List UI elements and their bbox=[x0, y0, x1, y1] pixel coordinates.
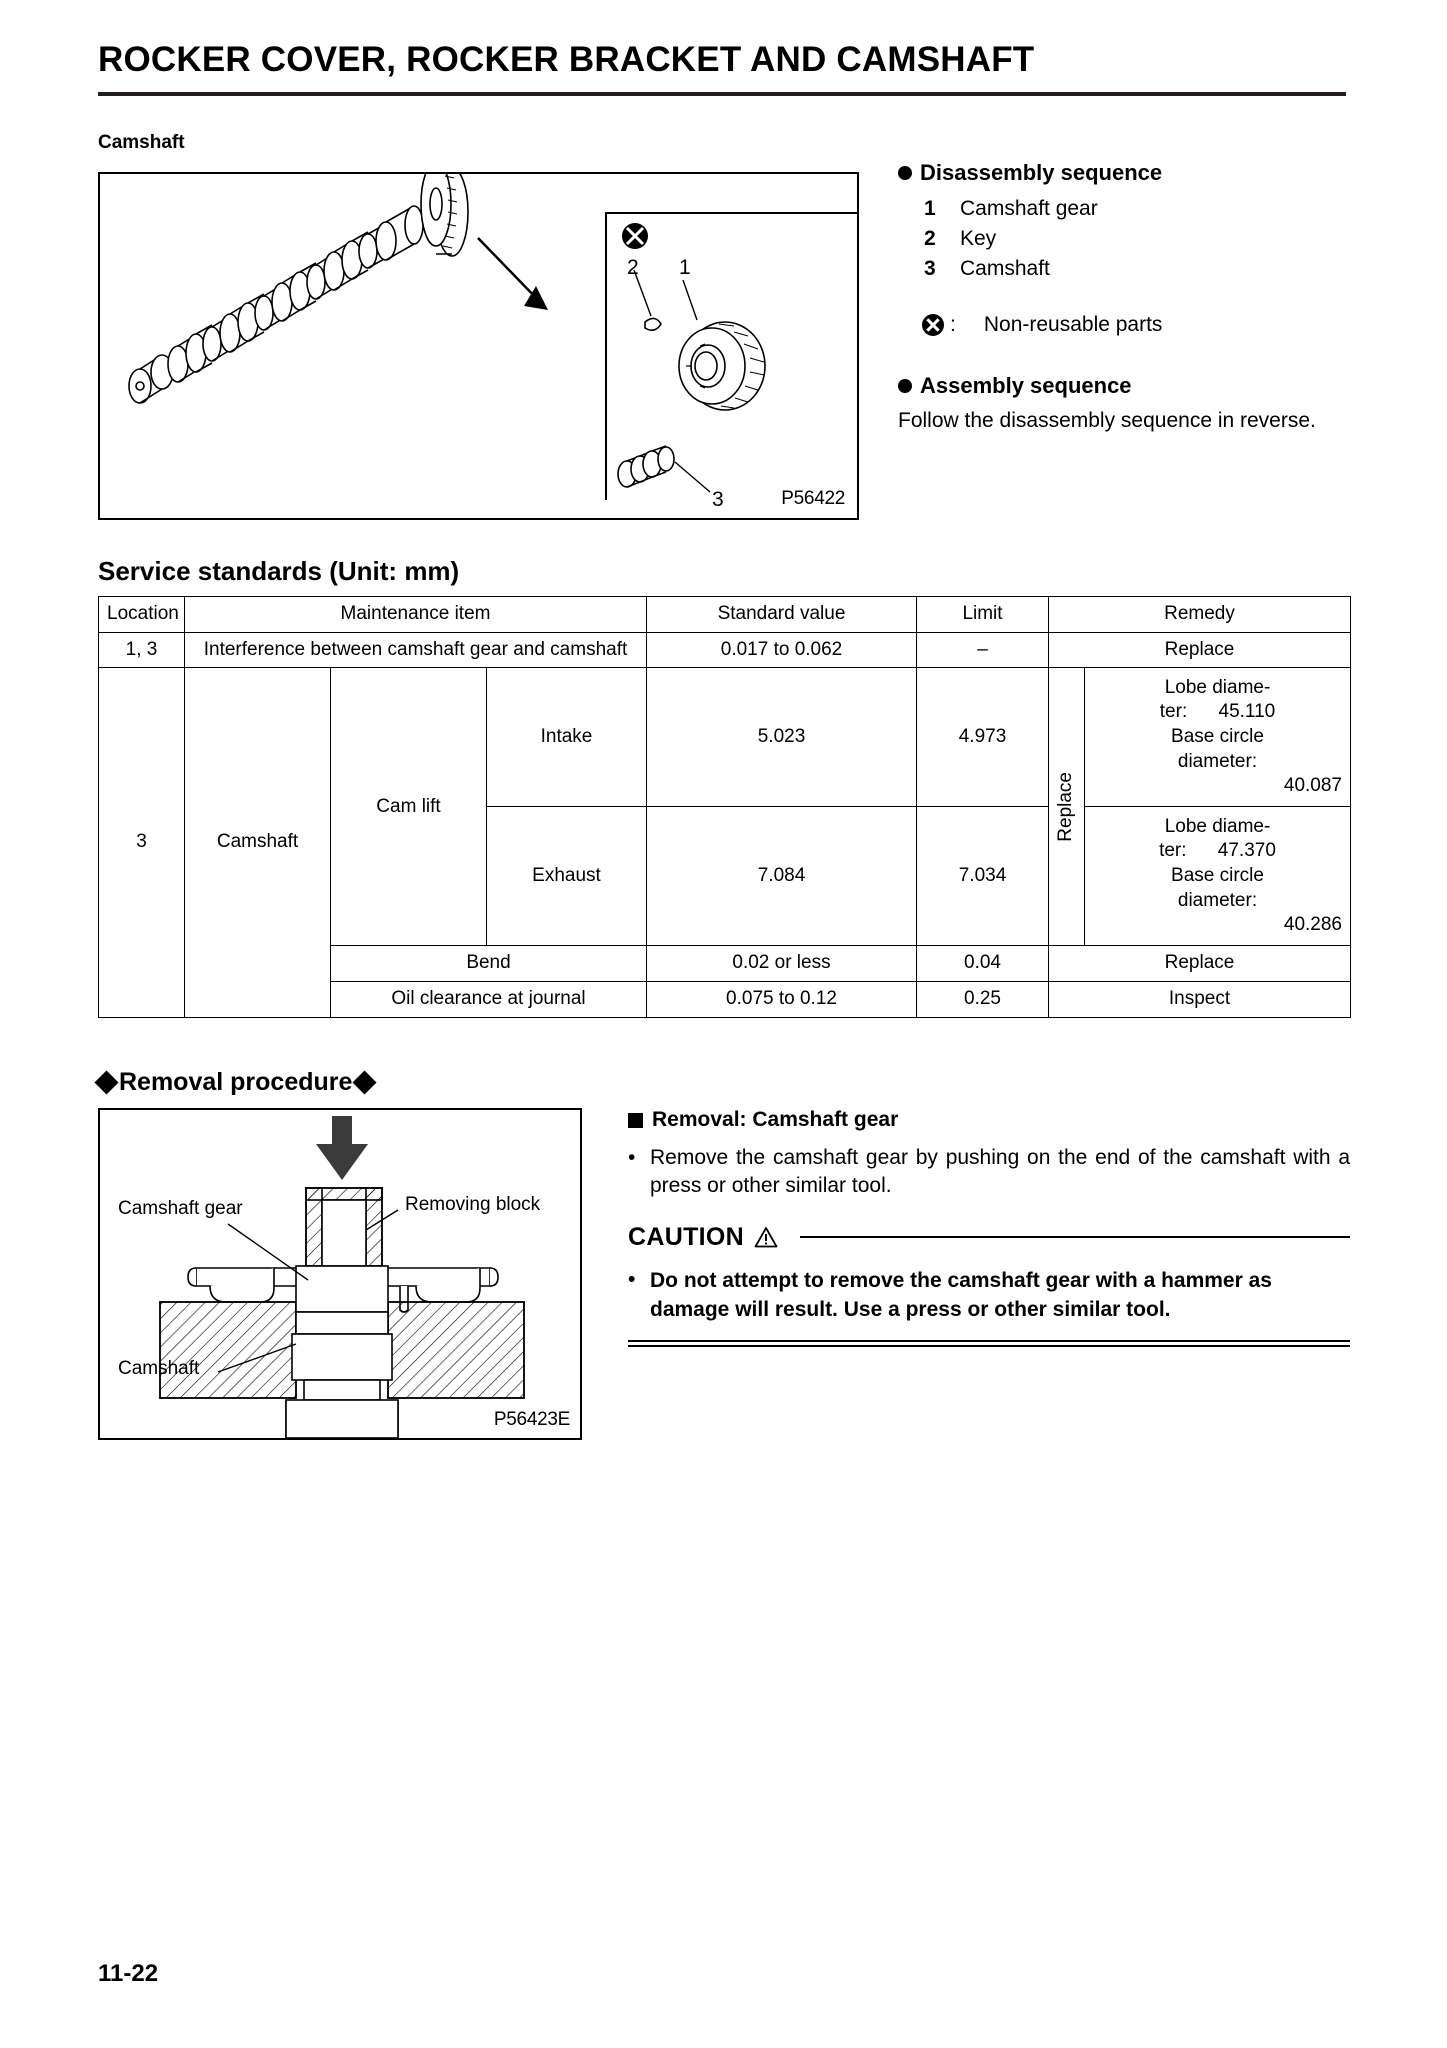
caution-header bbox=[628, 1223, 1350, 1252]
non-reusable-legend bbox=[922, 313, 1350, 337]
assembly-heading-label: Assembly sequence bbox=[920, 372, 1132, 398]
item-number: 2 bbox=[924, 226, 936, 250]
caution-item bbox=[628, 1266, 1350, 1325]
cell-exhaust-standard: 7.084 bbox=[647, 807, 917, 946]
disassembly-heading-label: Disassembly sequence bbox=[920, 160, 1163, 185]
cell-oil-remedy: Inspect bbox=[1049, 982, 1351, 1018]
cell-bend-standard: 0.02 or less bbox=[647, 946, 917, 982]
exhaust-lobe-value: 47.370 bbox=[1217, 840, 1276, 862]
removal-instruction-text: Remove the camshaft gear by pushing on the end of the camshaft with a press or other similar tool. bbox=[650, 1146, 1350, 1198]
caution-label: CAUTION bbox=[628, 1222, 744, 1251]
page-number: 11-22 bbox=[98, 1960, 159, 1987]
assembly-heading bbox=[898, 373, 1350, 399]
figure-code: P56422 bbox=[781, 488, 845, 509]
cell-intake-label: Intake bbox=[487, 668, 647, 807]
removal-drawing bbox=[100, 1110, 580, 1438]
removal-figure-code: P56423E bbox=[493, 1409, 570, 1430]
removal-heading bbox=[628, 1108, 1350, 1132]
intake-lobe-label: Lobe diame- bbox=[1164, 676, 1271, 698]
callout-1: 1 bbox=[679, 256, 691, 279]
cell-intake-limit: 4.973 bbox=[917, 668, 1049, 807]
cell-item: Interference between camshaft gear and camshaft bbox=[185, 632, 647, 668]
cell-bend-remedy: Replace bbox=[1049, 946, 1351, 982]
list-item bbox=[924, 196, 1350, 223]
callout-2: 2 bbox=[627, 256, 639, 279]
table-header-row bbox=[99, 597, 1351, 633]
cell-location: 1, 3 bbox=[99, 632, 185, 668]
label-removing-block: Removing block bbox=[405, 1194, 541, 1215]
intake-base-value: 40.087 bbox=[1283, 775, 1342, 797]
cell-remedy-rotated bbox=[1049, 668, 1085, 946]
intake-base-label2: diameter: bbox=[1177, 750, 1258, 772]
service-standards-title: Service standards (Unit: mm) bbox=[98, 556, 460, 586]
remedy-rotated-label: Replace bbox=[1055, 772, 1077, 842]
cell-location-camshaft: 3 bbox=[99, 668, 185, 1017]
removal-procedure-label: Removal procedure bbox=[119, 1068, 353, 1096]
removal-text-column bbox=[628, 1108, 1350, 1347]
exhaust-base-label: Base circle bbox=[1171, 865, 1264, 887]
col-location: Location bbox=[99, 597, 185, 633]
item-number: 1 bbox=[924, 197, 936, 220]
camshaft-exploded-figure bbox=[98, 172, 859, 520]
cell-exhaust-limit: 7.034 bbox=[917, 807, 1049, 946]
col-standard-value: Standard value bbox=[647, 597, 917, 633]
cell-standard: 0.017 to 0.062 bbox=[647, 632, 917, 668]
removal-procedure-title bbox=[98, 1068, 373, 1097]
title-divider bbox=[98, 92, 1346, 96]
bullet-dot-icon bbox=[898, 166, 912, 180]
inset-divider-horizontal bbox=[605, 212, 859, 214]
cell-intake-remedy-detail bbox=[1085, 668, 1351, 807]
item-label: Camshaft gear bbox=[960, 197, 1098, 220]
non-reusable-x-icon bbox=[922, 314, 944, 336]
caution-text: Do not attempt to remove the camshaft gear with a hammer as damage will result. Use a press or other similar tool. bbox=[650, 1268, 1272, 1322]
cell-oil-standard: 0.075 to 0.12 bbox=[647, 982, 917, 1018]
section-label: Camshaft bbox=[98, 132, 185, 153]
bullet-icon: • bbox=[628, 1146, 636, 1169]
cell-remedy: Replace bbox=[1049, 632, 1351, 668]
diamond-icon-right bbox=[353, 1070, 377, 1094]
cell-bend-item: Bend bbox=[331, 946, 647, 982]
caution-bottom-divider bbox=[628, 1340, 1350, 1347]
service-standards-table bbox=[98, 596, 1351, 1018]
item-label: Camshaft bbox=[960, 256, 1050, 280]
callout-3: 3 bbox=[712, 488, 724, 511]
bullet-dot-icon bbox=[898, 379, 912, 393]
page-title: ROCKER COVER, ROCKER BRACKET AND CAMSHAFT bbox=[98, 40, 1035, 79]
legend-text: Non-reusable parts bbox=[983, 312, 1163, 336]
intake-lobe-label2: ter: bbox=[1159, 701, 1188, 723]
exhaust-lobe-label: Lobe diame- bbox=[1164, 815, 1271, 837]
assembly-body-text: Follow the disassembly sequence in reverse. bbox=[898, 408, 1316, 432]
cell-cam-lift-label: Cam lift bbox=[331, 668, 487, 946]
exhaust-base-label2: diameter: bbox=[1177, 889, 1258, 911]
exhaust-base-value: 40.286 bbox=[1283, 914, 1342, 936]
disassembly-list bbox=[924, 196, 1350, 283]
removal-instruction bbox=[628, 1144, 1350, 1201]
inset-divider-vertical bbox=[605, 212, 607, 500]
caution-divider bbox=[800, 1236, 1350, 1239]
intake-base-label: Base circle bbox=[1171, 726, 1264, 748]
square-bullet-icon bbox=[628, 1113, 643, 1128]
cell-exhaust-label: Exhaust bbox=[487, 807, 647, 946]
list-item bbox=[924, 256, 1350, 283]
cell-oil-limit: 0.25 bbox=[917, 982, 1049, 1018]
bullet-icon: • bbox=[628, 1267, 636, 1291]
warning-triangle-icon bbox=[754, 1226, 778, 1248]
item-label: Key bbox=[960, 226, 997, 250]
label-camshaft: Camshaft bbox=[118, 1358, 200, 1379]
table-row-cam-lift-intake bbox=[99, 668, 1351, 807]
diamond-icon-left bbox=[94, 1070, 118, 1094]
disassembly-heading bbox=[898, 160, 1350, 186]
col-maintenance-item: Maintenance item bbox=[185, 597, 647, 633]
intake-lobe-value: 45.110 bbox=[1218, 701, 1276, 723]
cell-limit: – bbox=[917, 632, 1049, 668]
sequence-column bbox=[898, 160, 1350, 435]
cell-exhaust-remedy-detail bbox=[1085, 807, 1351, 946]
camshaft-exploded-drawing bbox=[100, 174, 857, 518]
col-remedy: Remedy bbox=[1049, 597, 1351, 633]
item-number: 3 bbox=[924, 256, 936, 280]
legend-colon: : bbox=[950, 312, 956, 336]
cell-component-camshaft: Camshaft bbox=[185, 668, 331, 1017]
cell-oil-item: Oil clearance at journal bbox=[331, 982, 647, 1018]
cell-bend-limit: 0.04 bbox=[917, 946, 1049, 982]
table-row-interference bbox=[99, 632, 1351, 668]
col-limit: Limit bbox=[917, 597, 1049, 633]
exhaust-lobe-label2: ter: bbox=[1159, 840, 1187, 862]
removal-heading-label: Removal: Camshaft gear bbox=[652, 1108, 899, 1131]
cell-intake-standard: 5.023 bbox=[647, 668, 917, 807]
list-item bbox=[924, 226, 1350, 253]
label-camshaft-gear: Camshaft gear bbox=[118, 1198, 243, 1219]
removal-figure bbox=[98, 1108, 582, 1440]
